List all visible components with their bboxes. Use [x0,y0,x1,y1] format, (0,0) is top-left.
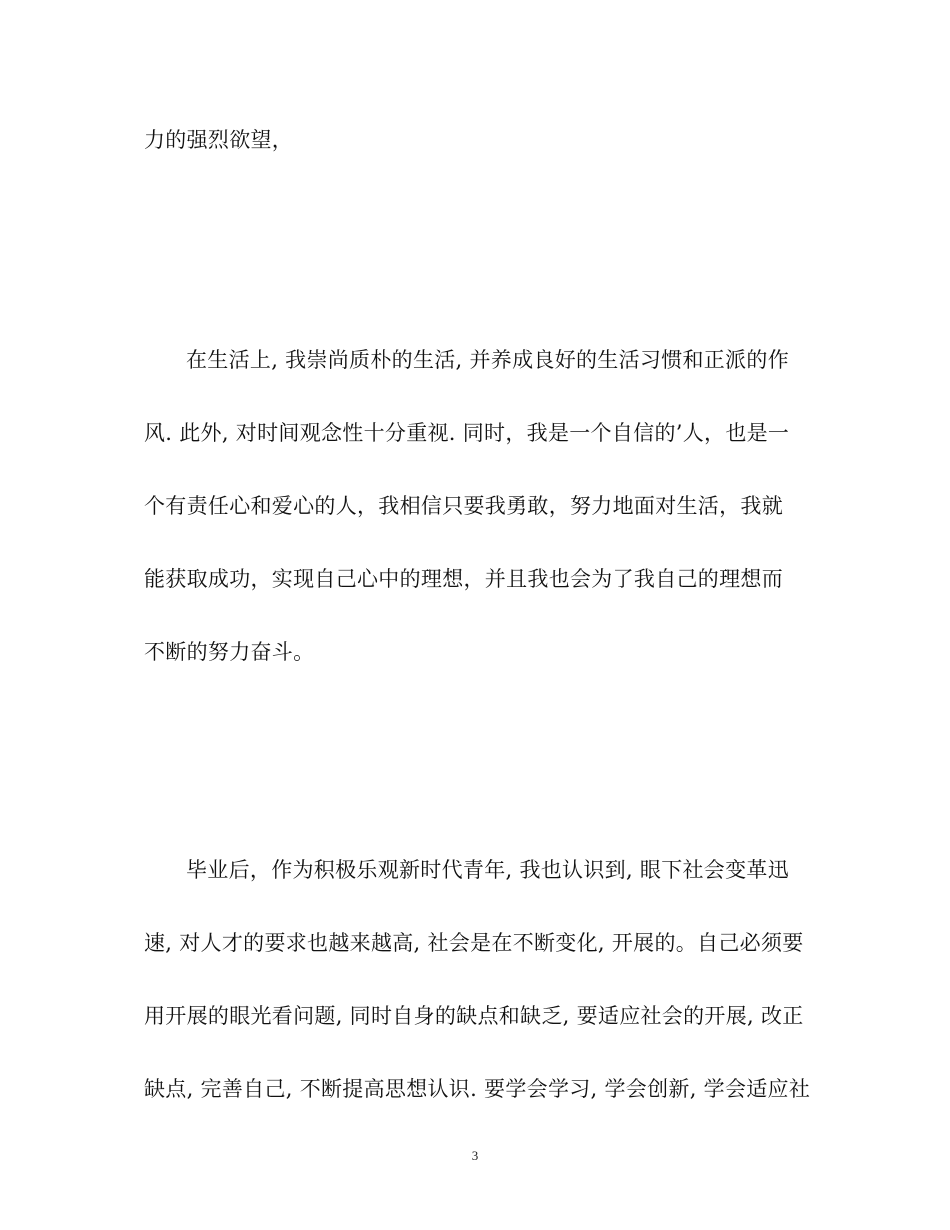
paragraph-3-line-3: 用开展的眼光看问题, 同时自身的缺点和缺乏, 要适应社会的开展, 改正 [144,1004,804,1028]
paragraph-3-line-1: 毕业后，作为积极乐观新时代青年, 我也认识到, 眼下社会变革迅 [186,858,789,882]
page-number: 3 [471,1148,479,1163]
paragraph-3-line-4: 缺点, 完善自己, 不断提高思想认识. 要学会学习, 学会创新, 学会适应社 [144,1077,811,1101]
paragraph-1-line-1: 力的强烈欲望， [144,128,294,152]
paragraph-2-line-3: 个有责任心和爱心的人，我相信只要我勇敢，努力地面对生活，我就 [144,494,783,518]
paragraph-2-line-4: 能获取成功，实现自己心中的理想，并且我也会为了我自己的理想而 [144,567,783,591]
paragraph-2-line-1: 在生活上, 我崇尚质朴的生活, 并养成良好的生活习惯和正派的作 [186,348,789,372]
paragraph-3-line-2: 速, 对人才的要求也越来越高, 社会是在不断变化, 开展的。自己必须要 [144,931,804,955]
paragraph-2-line-5: 不断的努力奋斗。 [144,640,315,664]
paragraph-2-line-2: 风. 此外, 对时间观念性十分重视. 同时，我是一个自信的’人，也是一 [144,421,790,445]
